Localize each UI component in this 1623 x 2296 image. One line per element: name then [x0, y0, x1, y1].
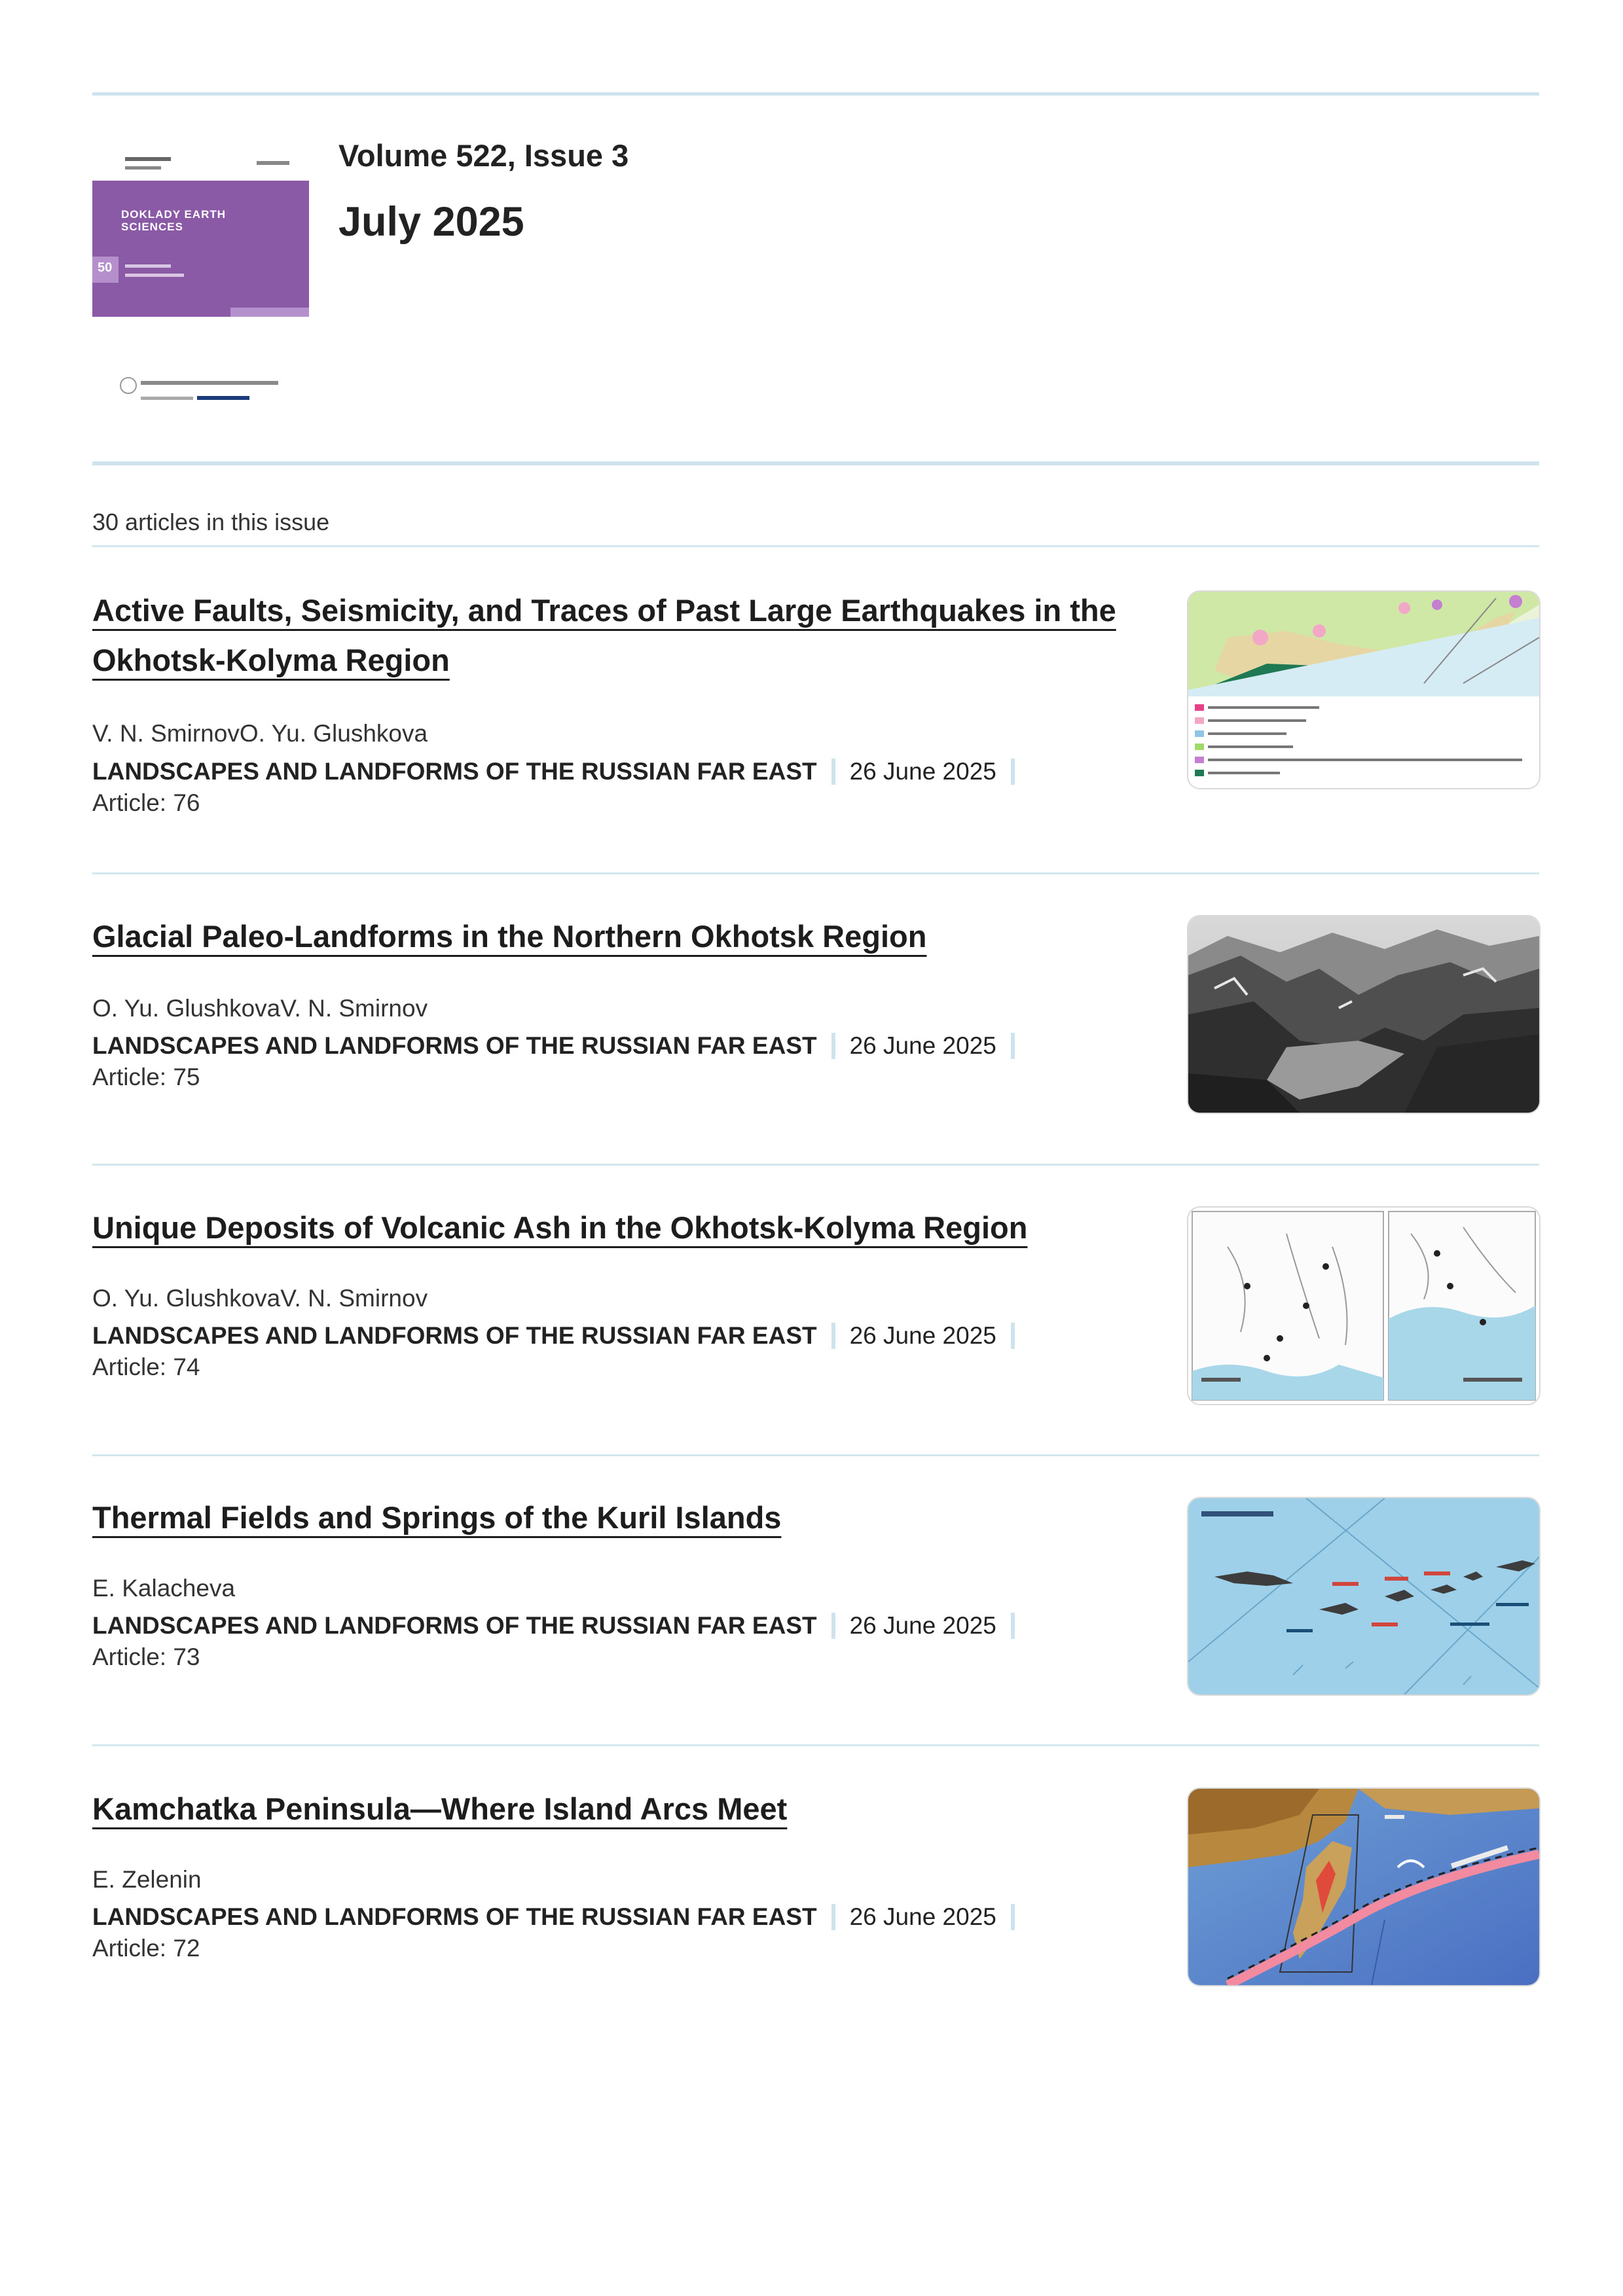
article-title-link[interactable]: Kamchatka Peninsula—Where Island Arcs Meet [92, 1791, 788, 1826]
article-title-link[interactable]: Active Faults, Seismicity, and Traces of Past Large Earthquakes in the Okhotsk-Kolyma Region [92, 593, 1116, 677]
article-section: LANDSCAPES AND LANDFORMS OF THE RUSSIAN FAR EAST [92, 1903, 817, 1930]
article-divider [92, 872, 1539, 874]
article-divider [92, 1164, 1539, 1166]
article-number: Article: 75 [92, 1064, 200, 1090]
article-title-link[interactable]: Thermal Fields and Springs of the Kuril Islands [92, 1500, 782, 1535]
article-authors: O. Yu. GlushkovaV. N. Smirnov [92, 1285, 428, 1312]
article-authors: V. N. SmirnovO. Yu. Glushkova [92, 720, 428, 747]
cover-title: DOKLADY EARTH SCIENCES [121, 208, 227, 233]
article-meta [92, 1032, 1029, 1060]
article-section: LANDSCAPES AND LANDFORMS OF THE RUSSIAN FAR EAST [92, 1032, 817, 1059]
count-divider [92, 545, 1539, 547]
article-meta [92, 758, 1029, 785]
article-thumbnail-mountain-photo[interactable] [1187, 915, 1541, 1114]
header-divider [92, 461, 1539, 465]
article-meta [92, 1322, 1029, 1350]
journal-cover-image[interactable] [92, 152, 309, 317]
article-meta [92, 1612, 1029, 1640]
article-date: 26 June 2025 [849, 758, 996, 785]
article-authors: E. Kalacheva [92, 1575, 236, 1602]
article-number: Article: 76 [92, 789, 200, 816]
article-count: 30 articles in this issue [92, 509, 330, 535]
mountain-valley-thumbnail [1188, 916, 1539, 1113]
article-thumbnail-kamchatka-map[interactable] [1187, 1787, 1541, 1986]
article-authors: E. Zelenin [92, 1866, 202, 1893]
issue-date: July 2025 [338, 199, 524, 245]
article-meta [92, 1903, 1029, 1931]
kamchatka-relief-map-thumbnail [1188, 1789, 1539, 1985]
article-number: Article: 73 [92, 1643, 200, 1670]
article-thumbnail-kuril-map[interactable] [1187, 1497, 1541, 1696]
article-thumbnail-geologic-map[interactable] [1187, 590, 1541, 789]
publisher-logo [120, 373, 283, 408]
article-thumbnail-regional-maps[interactable] [1187, 1206, 1541, 1405]
article-title-link[interactable]: Unique Deposits of Volcanic Ash in the Okhotsk-Kolyma Region [92, 1210, 1028, 1245]
article-date: 26 June 2025 [849, 1032, 996, 1059]
article-date: 26 June 2025 [849, 1322, 996, 1349]
geologic-map-thumbnail [1188, 592, 1539, 788]
article-section: LANDSCAPES AND LANDFORMS OF THE RUSSIAN FAR EAST [92, 1322, 817, 1349]
article-date: 26 June 2025 [849, 1903, 996, 1930]
cover-number: 50 [98, 260, 113, 275]
article-divider [92, 1744, 1539, 1746]
article-section: LANDSCAPES AND LANDFORMS OF THE RUSSIAN FAR EAST [92, 758, 817, 785]
article-title-link[interactable]: Glacial Paleo-Landforms in the Northern Okhotsk Region [92, 919, 927, 954]
article-authors: O. Yu. GlushkovaV. N. Smirnov [92, 995, 428, 1022]
article-section: LANDSCAPES AND LANDFORMS OF THE RUSSIAN FAR EAST [92, 1612, 817, 1639]
regional-maps-thumbnail [1188, 1208, 1539, 1404]
article-number: Article: 72 [92, 1935, 200, 1962]
top-divider [92, 92, 1539, 96]
article-date: 26 June 2025 [849, 1612, 996, 1639]
article-divider [92, 1454, 1539, 1456]
kuril-islands-map-thumbnail [1188, 1498, 1539, 1695]
issue-volume: Volume 522, Issue 3 [338, 138, 629, 173]
article-number: Article: 74 [92, 1354, 200, 1380]
